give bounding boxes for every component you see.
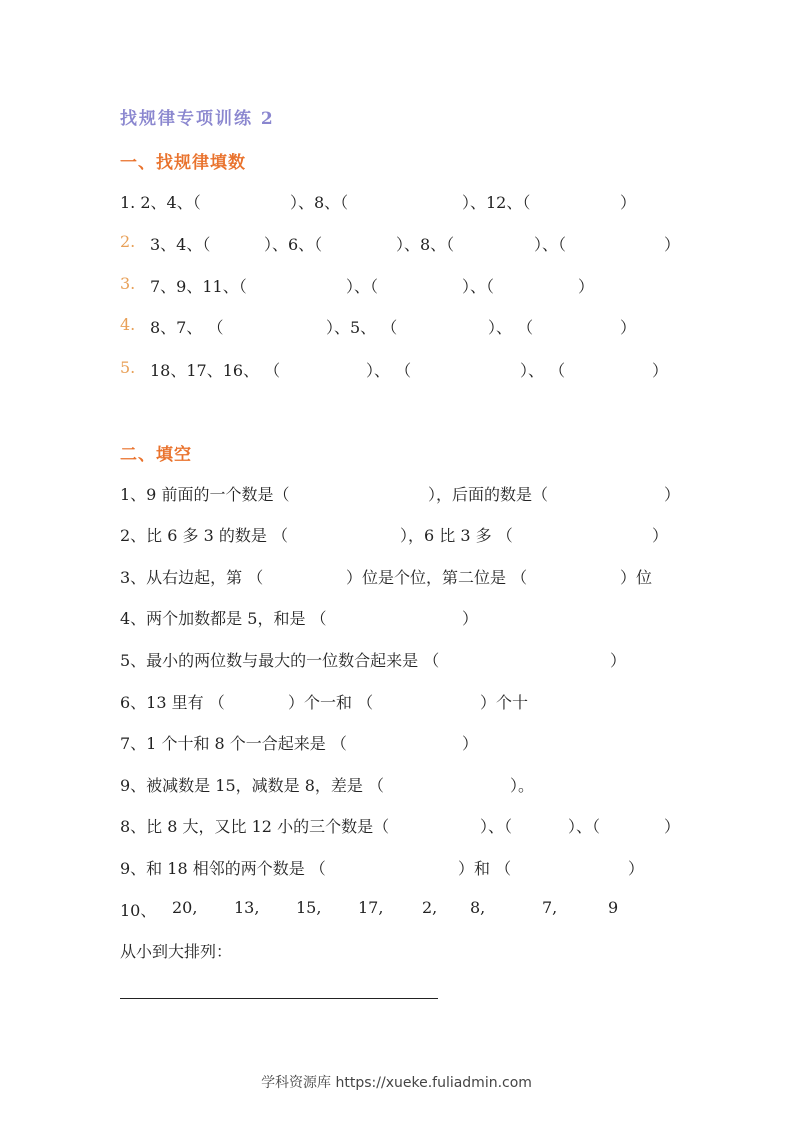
answer-line bbox=[120, 998, 438, 999]
q3-number: 3. bbox=[120, 274, 136, 293]
fq4-part-b: ） bbox=[462, 609, 479, 628]
number-list-item: 2, bbox=[422, 898, 438, 917]
number-list-item: 17, bbox=[358, 898, 384, 917]
fq8-part-b: ）。 bbox=[510, 776, 535, 795]
fq1-part-b: ），后面的数是（ bbox=[428, 485, 549, 504]
fq2-part-b: ），6 比 3 多 （ bbox=[400, 526, 513, 545]
fq10-part-b: ）和 （ bbox=[458, 859, 512, 878]
fq6-part-a: 6、13 里有 （ bbox=[120, 693, 225, 712]
fq9-part-d: ） bbox=[664, 817, 681, 836]
q3-part-b: ）、（ bbox=[346, 277, 379, 296]
fq5-part-b: ） bbox=[610, 651, 627, 670]
q2-part-c: ）、8、（ bbox=[396, 235, 455, 254]
number-list-item: 8, bbox=[470, 898, 486, 917]
number-list-item: 10、 bbox=[120, 901, 157, 920]
footer-source: 学科资源库 https://xueke.fuliadmin.com bbox=[261, 1075, 532, 1091]
q2-part-e: ） bbox=[664, 235, 681, 254]
fq4-part-a: 4、两个加数都是 5，和是 （ bbox=[120, 609, 327, 628]
number-list-item: 9 bbox=[608, 898, 619, 917]
fq7-part-b: ） bbox=[462, 734, 479, 753]
fq8-part-a: 9、被减数是 15，减数是 8，差是 （ bbox=[120, 776, 384, 795]
q4-part-c: ）、 （ bbox=[488, 318, 534, 337]
fq3-part-b: ）位是个位，第二位是 （ bbox=[346, 568, 528, 587]
number-list-item: 15, bbox=[296, 898, 322, 917]
sort-instruction bbox=[120, 939, 233, 996]
q1-part-c: ）、12、（ bbox=[462, 193, 531, 212]
page-title: 找规律专项训练 2 bbox=[120, 109, 275, 129]
number-list-item: 7, bbox=[542, 898, 558, 917]
q2-part-a: 3、4、（ bbox=[150, 235, 211, 254]
q3-part-d: ） bbox=[578, 277, 595, 296]
q1-part-d: ） bbox=[620, 193, 637, 212]
fq7-part-a: 7、1 个十和 8 个一合起来是 （ bbox=[120, 734, 347, 753]
q1-part-a: 1. 2、4、（ bbox=[120, 193, 201, 212]
sort-instruction-text: 从小到大排列： bbox=[120, 942, 233, 961]
fq9-part-c: ）、（ bbox=[568, 817, 601, 836]
q2-part-d: ）、（ bbox=[534, 235, 567, 254]
q3-part-a: 7、9、11、（ bbox=[150, 277, 247, 296]
q5-part-c: ）、 （ bbox=[520, 361, 566, 380]
fq5-part-a: 5、最小的两位数与最大的一位数合起来是 （ bbox=[120, 651, 440, 670]
q4-part-b: ）、5、 （ bbox=[326, 318, 398, 337]
section-2-heading: 二、填空 bbox=[120, 445, 192, 465]
fq1-part-a: 1、9 前面的一个数是（ bbox=[120, 485, 290, 504]
q5-part-a: 18、17、16、 （ bbox=[150, 361, 281, 380]
fq10-part-c: ） bbox=[628, 859, 645, 878]
q5-part-b: ）、 （ bbox=[366, 361, 412, 380]
q2-number: 2. bbox=[120, 232, 136, 251]
number-list-item: 13, bbox=[234, 898, 260, 917]
fq9-part-a: 8、比 8 大，又比 12 小的三个数是（ bbox=[120, 817, 390, 836]
q3-part-c: ）、（ bbox=[462, 277, 495, 296]
section-1-heading: 一、找规律填数 bbox=[120, 153, 246, 173]
fq3-part-a: 3、从右边起，第 （ bbox=[120, 568, 264, 587]
fq1-part-c: ） bbox=[664, 485, 681, 504]
fq2-part-a: 2、比 6 多 3 的数是 （ bbox=[120, 526, 288, 545]
fq6-part-c: ）个十 bbox=[480, 693, 529, 712]
fq3-part-c: ）位 bbox=[620, 568, 653, 587]
q4-part-a: 8、7、 （ bbox=[150, 318, 224, 337]
fq6-part-b: ）个一和 （ bbox=[288, 693, 374, 712]
q4-number: 4. bbox=[120, 315, 136, 334]
q5-number: 5. bbox=[120, 358, 136, 377]
q2-part-b: ）、6、（ bbox=[264, 235, 323, 254]
fq9-part-b: ）、（ bbox=[480, 817, 513, 836]
fq2-part-c: ） bbox=[652, 526, 669, 545]
q4-part-d: ） bbox=[620, 318, 637, 337]
q1-part-b: ）、8、（ bbox=[290, 193, 349, 212]
fq10-part-a: 9、和 18 相邻的两个数是 （ bbox=[120, 859, 326, 878]
number-list-item: 20, bbox=[172, 898, 198, 917]
q5-part-d: ） bbox=[652, 361, 669, 380]
